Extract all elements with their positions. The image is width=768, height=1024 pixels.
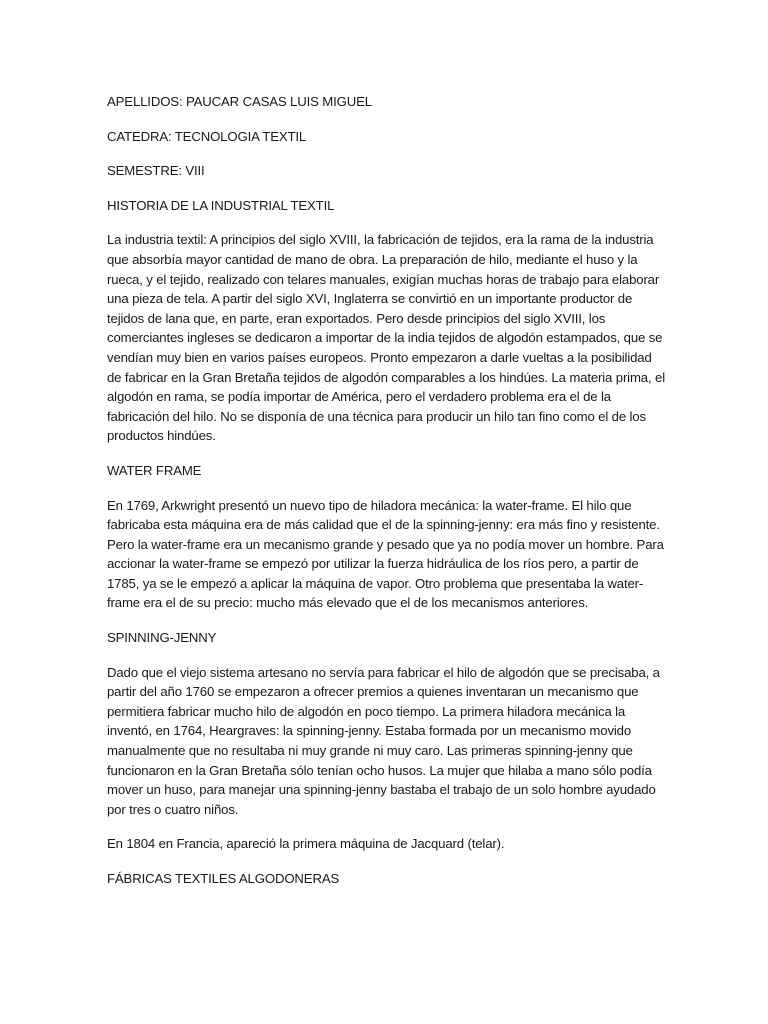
fabricas-heading: FÁBRICAS TEXTILES ALGODONERAS bbox=[107, 871, 340, 886]
intro-paragraph: La industria textil: A principios del siglo XVIII, la fabricación de tejidos, era la rama de la industria que absorbía mayor cantidad de mano de obra. La preparación de hilo, mediante el huso y la rueca, y el tejido, realizado con telares manuales, exigían muchas horas de trabajo para elaborar una pieza de tela. A partir del siglo XVI, Inglaterra se convirtió en un importante productor de tejidos de lana que, en parte, eran exportados. Pero desde principios del siglo XVIII, los comerciantes ingleses se dedicaron a importar de la india tejidos de algodón estampados, que se vendían muy bien en varios países europeos. Pronto empezaron a darle vueltas a la posibilidad de fabricar en la Gran Bretaña tejidos de algodón comparables a los hindúes. La materia prima, el algodón en rama, se podía importar de América, pero el verdadero problema era el de la fabricación del hilo. No se disponía de una técnica para producir un hilo tan fino como el de los productos hindúes. bbox=[107, 232, 665, 444]
water-frame-paragraph: En 1769, Arkwright presentó un nuevo tipo de hiladora mecánica: la water-frame. El hilo que fabricaba esta máquina era de más calidad que el de la spinning-jenny: era más fino y resistente. Pero la water-frame era un mecanismo grande y pesado que ya no podía mover un hombre. Para accionar la water-frame se empezó por utilizar la fuerza hidráulica de los ríos pero, a partir de 1785, ya se le empezó a aplicar la máquina de vapor. Otro problema que presentaba la water-frame era el de su precio: mucho más elevado que el de los mecanismos anteriores. bbox=[107, 497, 664, 611]
student-surname-line: APELLIDOS: PAUCAR CASAS LUIS MIGUEL bbox=[107, 94, 372, 109]
spinning-jenny-heading: SPINNING-JENNY bbox=[107, 630, 217, 646]
course-line: CATEDRA: TECNOLOGIA TEXTIL bbox=[107, 128, 307, 144]
document-title: HISTORIA DE LA INDUSTRIAL TEXTIL bbox=[107, 197, 335, 213]
spinning-jenny-paragraph: Dado que el viejo sistema artesano no servía para fabricar el hilo de algodón que se precisaba, a partir del año 1760 se empezaron a ofrecer premios a quienes inventaran un mecanismo que permitiera fabricar mucho hilo de algodón en poco tiempo. La primera hiladora mecánica la inventó, en 1764, Heargraves: la spinning-jenny. Estaba formada por un mecanismo movido manualmente que no resultaba ni muy grande ni muy caro. Las primeras spinning-jenny que funcionaron en la Gran Bretaña sólo tenían ocho husos. La mujer que hilaba a mano sólo podía mover un huso, para manejar una spinning-jenny bastaba el trabajo de un solo hombre ayudado por tres o cuatro niños. bbox=[107, 664, 660, 817]
water-frame-heading: WATER FRAME bbox=[107, 462, 202, 478]
jacquard-paragraph: En 1804 en Francia, apareció la primera máquina de Jacquard (telar). bbox=[107, 836, 505, 852]
semester-line: SEMESTRE: VIII bbox=[107, 163, 205, 179]
